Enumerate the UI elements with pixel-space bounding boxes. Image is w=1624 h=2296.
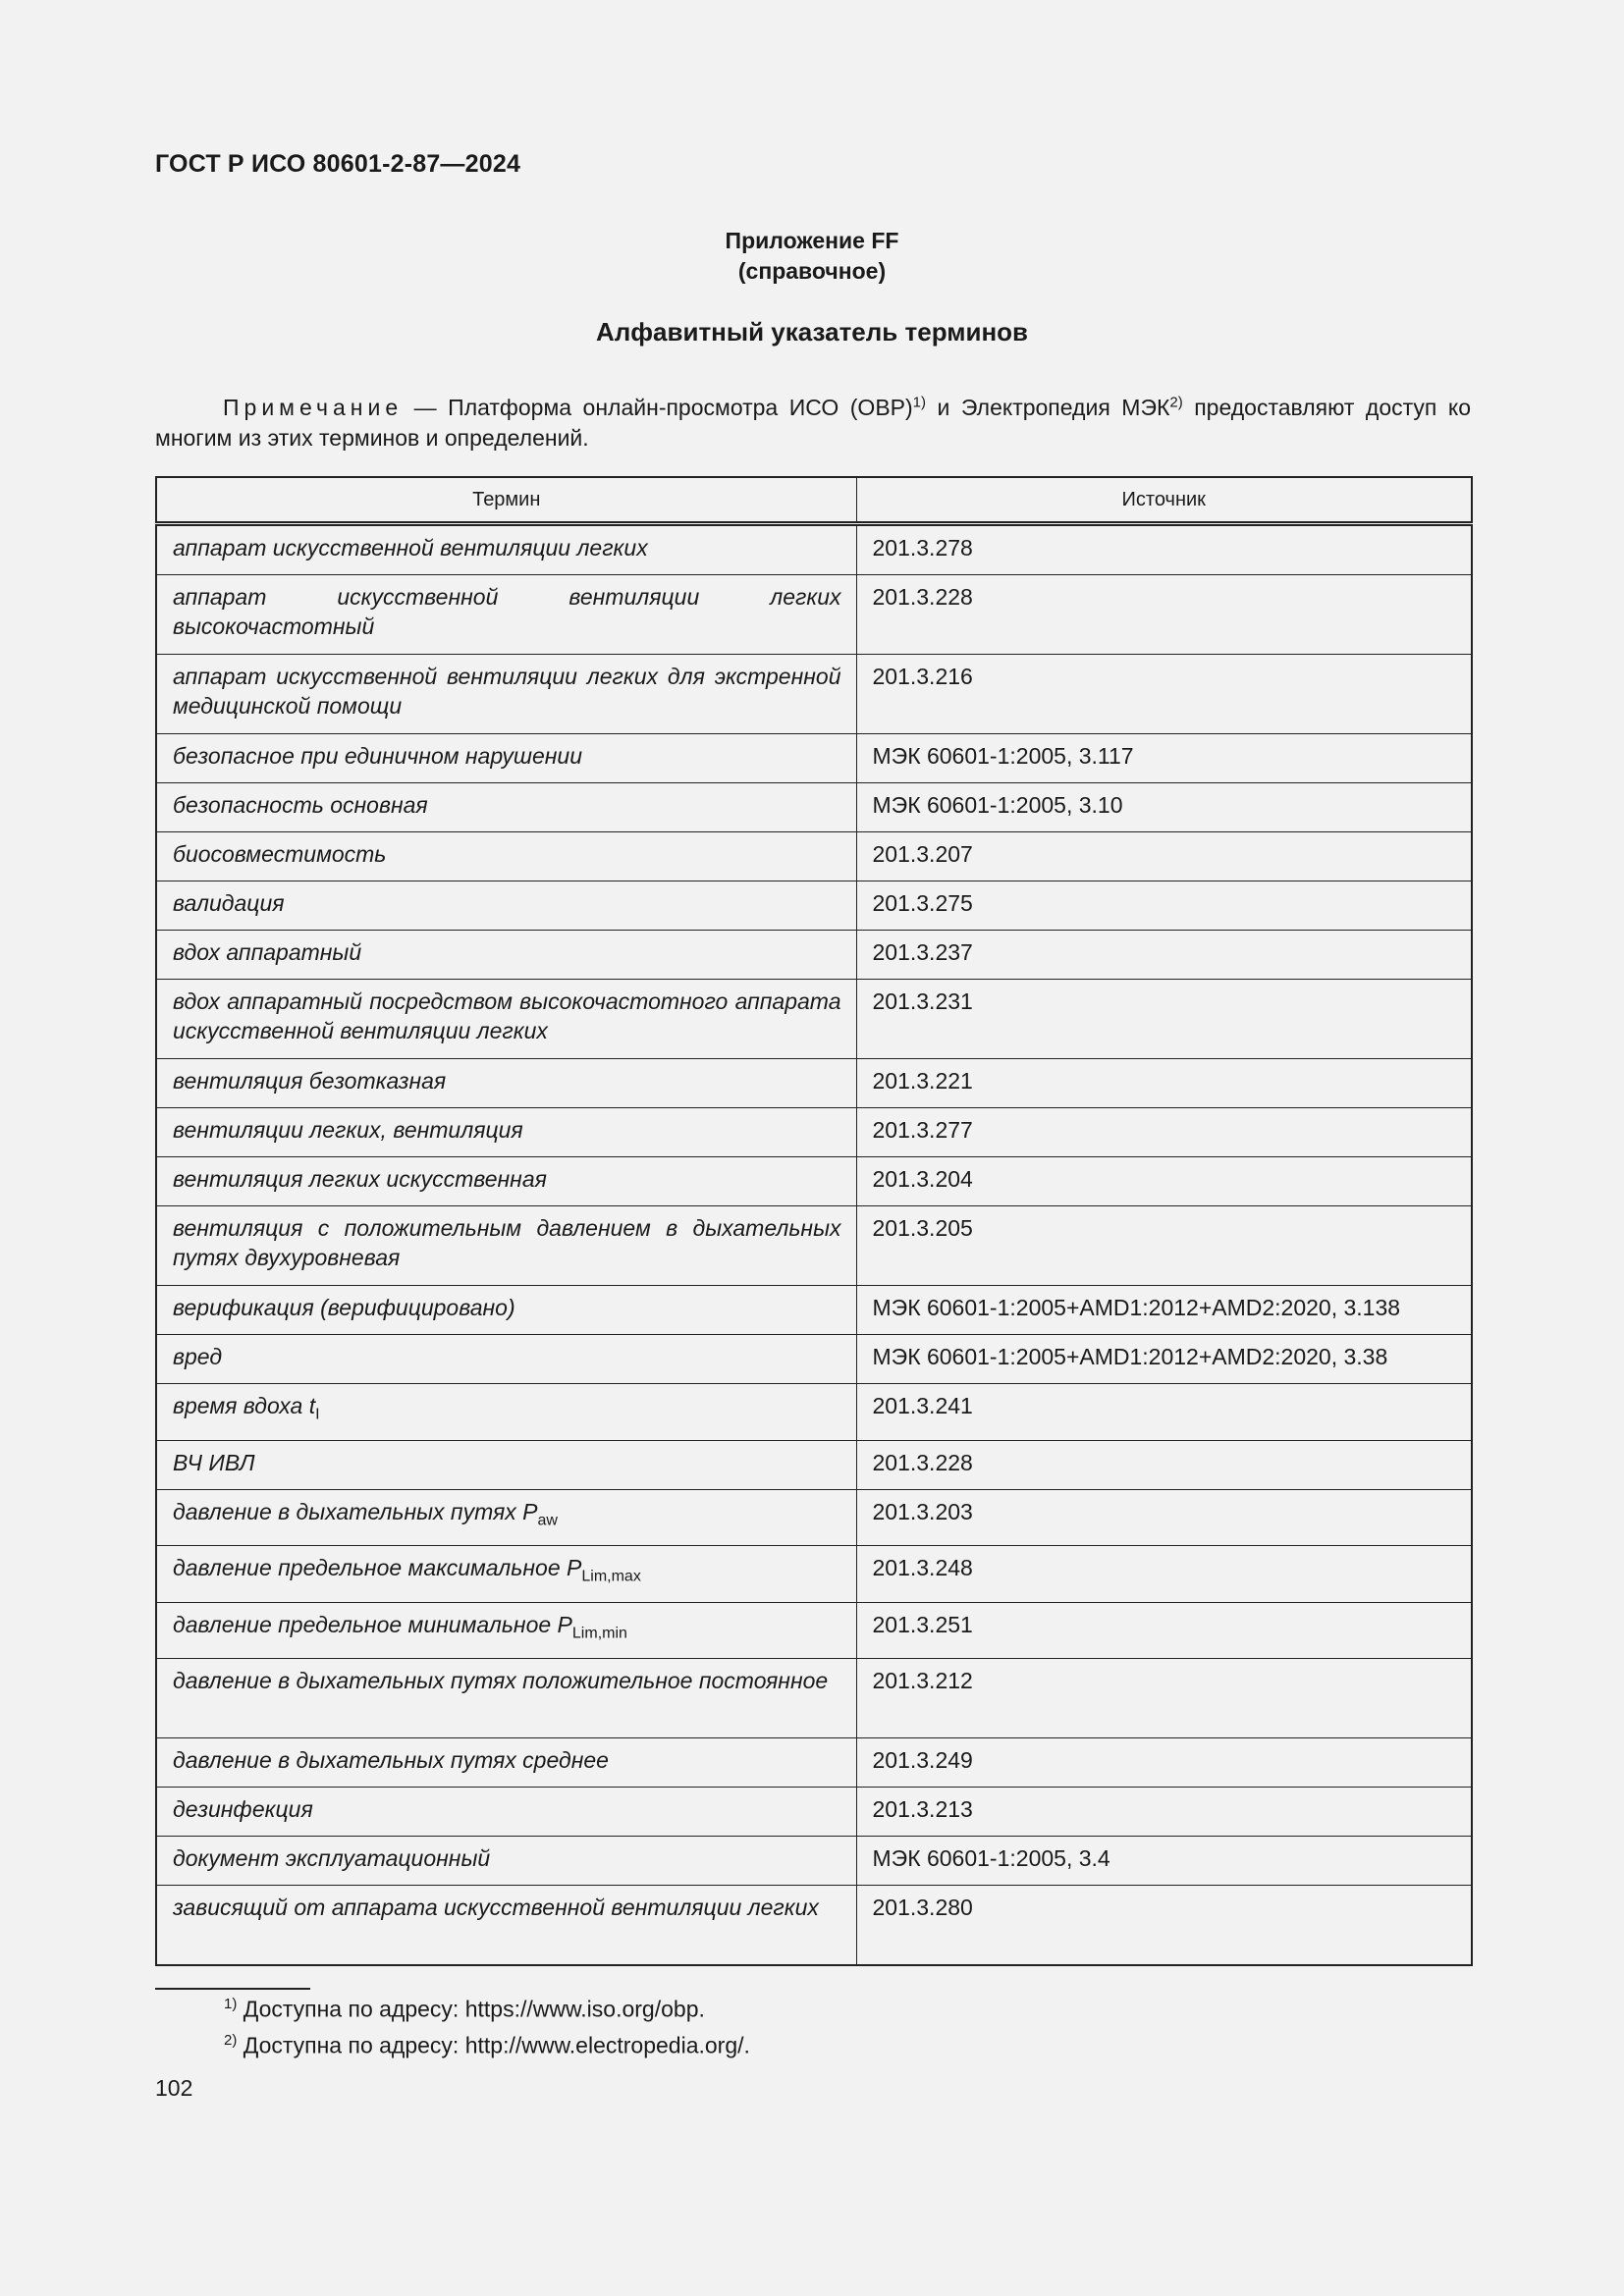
term-subscript: I	[315, 1406, 320, 1423]
note-text-3: предоставляют доступ ко многим из этих терминов и определений.	[155, 395, 1471, 451]
footnote-separator	[155, 1988, 310, 1990]
source-cell: 201.3.207	[856, 832, 1472, 881]
table-row	[156, 1206, 1472, 1286]
footnote-mark: 1)	[224, 1996, 238, 2012]
column-header-term: Термин	[156, 477, 856, 524]
term-text: дезинфекция	[173, 1796, 313, 1823]
term-text: вред	[173, 1344, 223, 1369]
term-text: вентиляции легких, вентиляция	[173, 1117, 523, 1143]
term-subscript: Lim,min	[571, 1625, 627, 1642]
table-row	[156, 1837, 1472, 1886]
note-text-1: — Платформа онлайн-просмотра ИСО (OBP)	[403, 395, 913, 420]
table-row	[156, 1286, 1472, 1335]
source-cell: 201.3.212	[856, 1659, 1472, 1738]
table-row	[156, 1384, 1472, 1441]
footnote-mark: 2)	[224, 2032, 238, 2049]
source-cell: 201.3.278	[856, 524, 1472, 575]
term-text: давление в дыхательных путях положительное постоянное	[173, 1668, 829, 1694]
source-cell: 201.3.204	[856, 1157, 1472, 1206]
footnote-1	[224, 1996, 705, 2023]
table-row	[156, 524, 1472, 575]
term-text: вентиляция безотказная	[173, 1068, 447, 1094]
term-cell	[156, 734, 856, 783]
table-row	[156, 1059, 1472, 1108]
source-cell: МЭК 60601-1:2005+AMD1:2012+AMD2:2020, 3.138	[856, 1286, 1472, 1335]
term-text: давление в дыхательных путях P	[173, 1498, 538, 1524]
table-row	[156, 1440, 1472, 1489]
term-subscript: aw	[537, 1512, 558, 1529]
source-cell: МЭК 60601-1:2005, 3.117	[856, 734, 1472, 783]
term-cell	[156, 931, 856, 980]
source-cell: 201.3.251	[856, 1602, 1472, 1659]
term-text: давление в дыхательных путях среднее	[173, 1747, 609, 1774]
source-cell: 201.3.275	[856, 881, 1472, 931]
table-row	[156, 881, 1472, 931]
annex-title: Приложение FF	[725, 228, 899, 253]
table-row	[156, 1738, 1472, 1788]
term-text: вентиляция легких искусственная	[173, 1166, 547, 1192]
term-cell	[156, 881, 856, 931]
term-subscript: Lim,max	[581, 1568, 641, 1585]
term-cell	[156, 832, 856, 881]
source-cell: 201.3.237	[856, 931, 1472, 980]
footnote-text: Доступна по адресу: http://www.electropedia.org/.	[237, 2032, 750, 2058]
column-header-source: Источник	[856, 477, 1472, 524]
table-row	[156, 1157, 1472, 1206]
note-text-2: и Электропедия МЭК	[926, 395, 1170, 420]
source-cell: 201.3.241	[856, 1384, 1472, 1441]
terms-index-table	[155, 476, 1473, 1966]
term-text: вдох аппаратный посредством высокочастотного аппарата искусственной вентиляции легких	[173, 988, 841, 1043]
term-text: безопасное при единичном нарушении	[173, 743, 582, 769]
term-cell	[156, 980, 856, 1059]
table-row	[156, 1489, 1472, 1546]
term-text: зависящий от аппарата искусственной вентиляции легких	[173, 1895, 819, 1921]
term-text: давление предельное максимальное P	[173, 1555, 582, 1581]
table-row	[156, 655, 1472, 734]
source-cell: МЭК 60601-1:2005, 3.4	[856, 1837, 1472, 1886]
term-text: ВЧ ИВЛ	[173, 1449, 255, 1475]
table-row	[156, 734, 1472, 783]
term-cell	[156, 1489, 856, 1546]
table-row	[156, 1659, 1472, 1738]
annex-heading	[0, 226, 1624, 287]
source-cell: МЭК 60601-1:2005, 3.10	[856, 783, 1472, 832]
source-cell: 201.3.205	[856, 1206, 1472, 1286]
document-id: ГОСТ Р ИСО 80601-2-87—2024	[155, 150, 521, 178]
source-cell: 201.3.213	[856, 1788, 1472, 1837]
table-row	[156, 1335, 1472, 1384]
term-cell	[156, 1546, 856, 1603]
term-cell	[156, 575, 856, 655]
source-cell: МЭК 60601-1:2005+AMD1:2012+AMD2:2020, 3.38	[856, 1335, 1472, 1384]
term-text: валидация	[173, 890, 285, 916]
term-cell	[156, 655, 856, 734]
term-cell	[156, 1886, 856, 1966]
source-cell: 201.3.280	[856, 1886, 1472, 1966]
source-cell: 201.3.248	[856, 1546, 1472, 1603]
source-cell: 201.3.228	[856, 1440, 1472, 1489]
term-text: безопасность основная	[173, 792, 428, 818]
term-cell	[156, 1286, 856, 1335]
note-paragraph	[155, 393, 1471, 454]
term-cell	[156, 1206, 856, 1286]
term-cell	[156, 1157, 856, 1206]
term-text: давление предельное минимальное P	[173, 1611, 572, 1637]
source-cell: 201.3.221	[856, 1059, 1472, 1108]
table-row	[156, 575, 1472, 655]
footnote-2	[224, 2032, 750, 2059]
table-header-row	[156, 477, 1472, 524]
term-text: биосовместимость	[173, 841, 387, 867]
term-cell	[156, 524, 856, 575]
source-cell: 201.3.231	[856, 980, 1472, 1059]
annex-kind: (справочное)	[737, 258, 887, 284]
term-text: вдох аппаратный	[173, 939, 362, 965]
term-cell	[156, 1059, 856, 1108]
table-row	[156, 1602, 1472, 1659]
table-row	[156, 1546, 1472, 1603]
table-row	[156, 931, 1472, 980]
source-cell: 201.3.277	[856, 1108, 1472, 1157]
term-cell	[156, 1738, 856, 1788]
table-row	[156, 832, 1472, 881]
term-cell	[156, 1384, 856, 1441]
term-text: документ эксплуатационный	[173, 1845, 491, 1872]
term-text: вентиляция с положительным давлением в дыхательных путях двухуровневая	[173, 1215, 841, 1270]
term-cell	[156, 1108, 856, 1157]
source-cell: 201.3.228	[856, 575, 1472, 655]
term-cell	[156, 1837, 856, 1886]
table-row	[156, 783, 1472, 832]
note-footnote-ref-2[interactable]: 2)	[1169, 394, 1183, 411]
term-text: аппарат искусственной вентиляции легких	[173, 535, 648, 561]
footnote-text: Доступна по адресу: https://www.iso.org/obp.	[237, 1996, 705, 2022]
table-row	[156, 1886, 1472, 1966]
note-footnote-ref-1[interactable]: 1)	[912, 394, 927, 411]
page-number: 102	[155, 2075, 193, 2101]
table-row	[156, 1788, 1472, 1837]
term-text: аппарат искусственной вентиляции легких высокочастотный	[173, 584, 841, 639]
term-cell	[156, 1659, 856, 1738]
note-label: Примечание	[223, 395, 404, 420]
term-text: аппарат искусственной вентиляции легких для экстренной медицинской помощи	[173, 664, 841, 719]
term-cell	[156, 1788, 856, 1837]
term-cell	[156, 783, 856, 832]
table-row	[156, 980, 1472, 1059]
source-cell: 201.3.249	[856, 1738, 1472, 1788]
term-text: верификация (верифицировано)	[173, 1295, 515, 1320]
term-text: время вдоха t	[173, 1393, 316, 1418]
table-row	[156, 1108, 1472, 1157]
source-cell: 201.3.216	[856, 655, 1472, 734]
source-cell: 201.3.203	[856, 1489, 1472, 1546]
term-cell	[156, 1602, 856, 1659]
term-cell	[156, 1335, 856, 1384]
section-title: Алфавитный указатель терминов	[595, 317, 1029, 347]
term-cell	[156, 1440, 856, 1489]
